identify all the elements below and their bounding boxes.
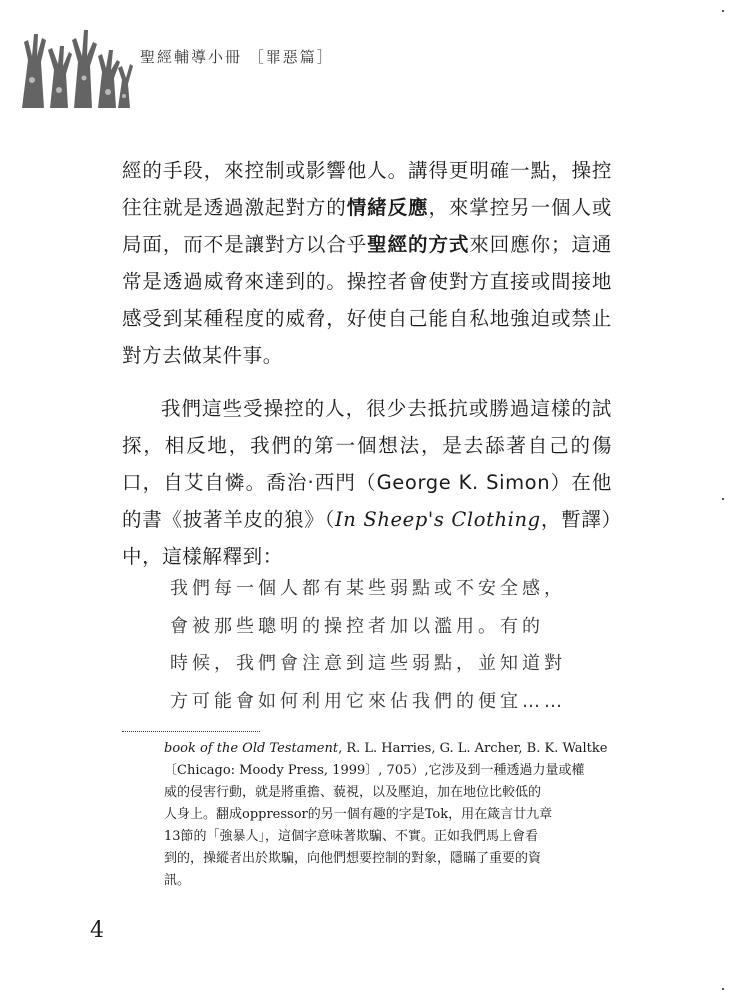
edge-mark: [722, 988, 724, 990]
quote-line: 我們每一個人都有某些弱點或不安全感，: [170, 578, 566, 599]
footnote: [164, 738, 612, 892]
footnote-line: 威的侵害行動，就是將重擔、藐視，以及壓迫，加在地位比較低的: [164, 785, 542, 800]
quote-line: 會被那些聰明的操控者加以濫用。有的: [170, 615, 544, 637]
footnote-line: 13節的「強暴人」，這個字意味著欺騙、不實。正如我們馬上會看: [164, 829, 539, 844]
footnote-line: 訊。: [164, 873, 191, 888]
text-run: 我們這些受操控的人，很少去抵抗或勝過這樣的試探，相反地，我們的第一個想法，是去舔著自己的傷口，自艾自憐。喬治‧西門（George K. Simon）在他的書《披著羊皮的狼》（: [122, 397, 612, 531]
page-number: 4: [90, 918, 104, 943]
running-header-title: 聖經輔導小冊 ［罪惡篇］: [140, 48, 334, 66]
footnote-line: 〔Chicago: Moody Press, 1999〕, 705）,它涉及到一種透過力量或權: [164, 763, 585, 778]
footnote-line: 到的，操縱者出於欺騙，向他們想要控制的對象，隱瞞了重要的資: [164, 851, 542, 866]
footnote-divider: [122, 731, 260, 732]
raised-hands-icon: [14, 20, 140, 112]
text-run: 來回應你；這通常是透過威脅來達到的。操控者會使對方直接或間接地感受到某種程度的威脅，好使自己能自私地強迫或禁止對方去做某件事。: [122, 233, 612, 367]
quote-line: 時候，我們會注意到這些弱點，並知道對: [170, 653, 566, 674]
footnote-italic-title: book of the Old Testament: [164, 741, 339, 756]
book-title-italic: In Sheep's Clothing: [334, 508, 541, 531]
paragraph-1: [122, 152, 612, 374]
main-text: [122, 152, 612, 575]
block-quote: [170, 570, 610, 720]
text-run: 經的手段，來控制或影響他人。講得更明確一點，操控往往就是透過激起對方的: [122, 159, 612, 219]
edge-mark: [722, 10, 724, 12]
bold-term-emotional-response: 情緒反應: [346, 196, 429, 219]
text-run: , R. L. Harries, G. L. Archer, B. K. Waltke: [338, 741, 608, 756]
footnote-line: 人身上。翻成oppressor的另一個有趣的字是Tok，用在箴言廿九章: [164, 807, 553, 822]
footnote-line: [164, 738, 612, 760]
text-run: ，暫譯）中，這樣解釋到：: [122, 508, 612, 568]
quote-line: 方可能會如何利用它來佔我們的便宜……: [170, 690, 566, 712]
edge-mark: [722, 498, 724, 500]
text-run: ，來掌控另一個人或局面，而不是讓對方以合乎: [122, 196, 612, 256]
bold-term-biblical-way: 聖經的方式: [367, 233, 470, 256]
paragraph-2: [122, 390, 612, 575]
